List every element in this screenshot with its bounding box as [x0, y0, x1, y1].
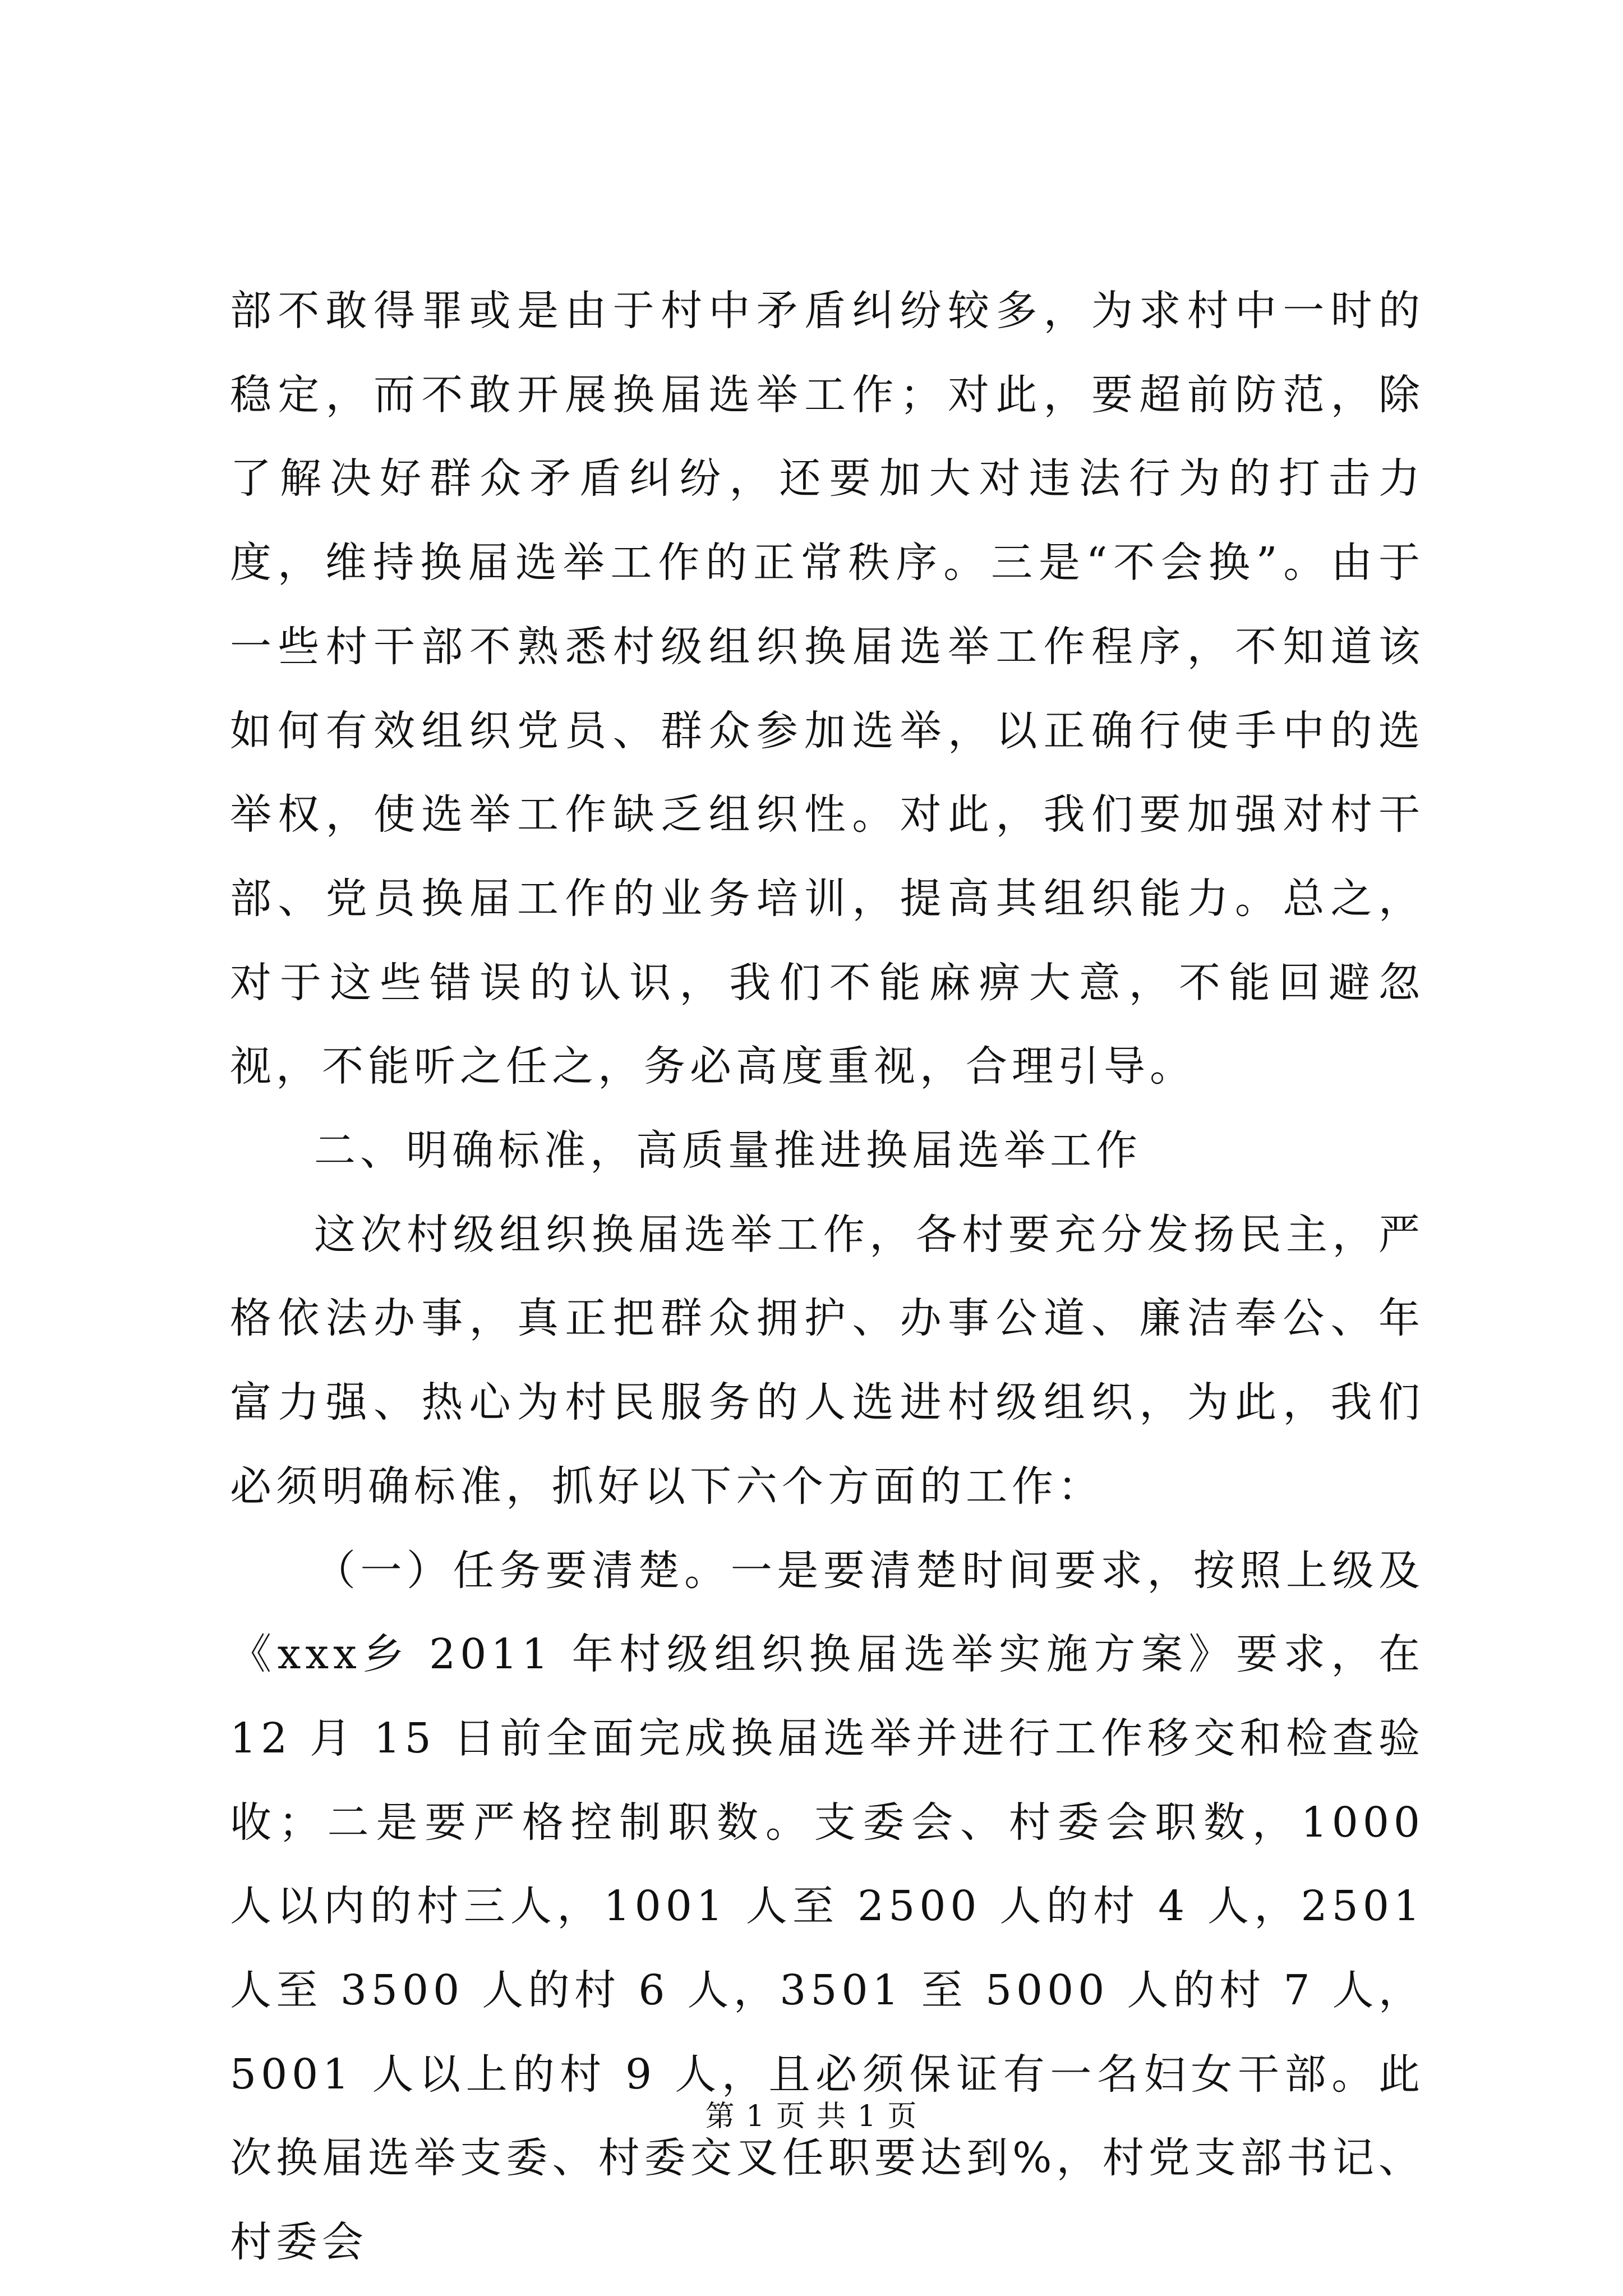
document-body [230, 269, 1424, 2285]
paragraph-continuation: 部不敢得罪或是由于村中矛盾纠纷较多，为求村中一时的稳定，而不敢开展换届选举工作；对此，要超前防范，除了解决好群众矛盾纠纷，还要加大对违法行为的打击力度，维持换届选举工作的正常秩序。三是“不会换”。由于一些村干部不熟悉村级组织换届选举工作程序，不知道该如何有效组织党员、群众参加选举，以正确行使手中的选举权，使选举工作缺乏组织性。对此，我们要加强对村干部、党员换届工作的业务培训，提高其组织能力。总之，对于这些错误的认识，我们不能麻痹大意，不能回避忽视，不能听之任之，务必高度重视，合理引导。 [230, 287, 1424, 1091]
section-heading: 二、明确标准，高质量推进换届选举工作 [314, 1126, 1142, 1175]
paragraph-task: （一）任务要清楚。一是要清楚时间要求，按照上级及《xxx乡 2011 年村级组织换届选举实施方案》要求，在 12 月 15 日前全面完成换届选举并进行工作移交和检查验收；二是要严格控制职数。支委会、村委会职数，1000 人以内的村三人，1001 人至 2500 人的村 4 人，2501 人至 3500 人的村 6 人，3501 至 5000 人的村 7 人，5001 人以上的村 9 人，且必须保证有一名妇女干部。此次换届选举支委、村委交叉任职要达到%，村党支部书记、村委会 [230, 1546, 1424, 2267]
paragraph-intro: 这次村级组织换届选举工作，各村要充分发扬民主，严格依法办事，真正把群众拥护、办事公道、廉洁奉公、年富力强、热心为村民服务的人选进村级组织，为此，我们必须明确标准，抓好以下六个方面的工作： [230, 1210, 1424, 1511]
page-footer: 第 1 页 共 1 页 [705, 2100, 918, 2133]
